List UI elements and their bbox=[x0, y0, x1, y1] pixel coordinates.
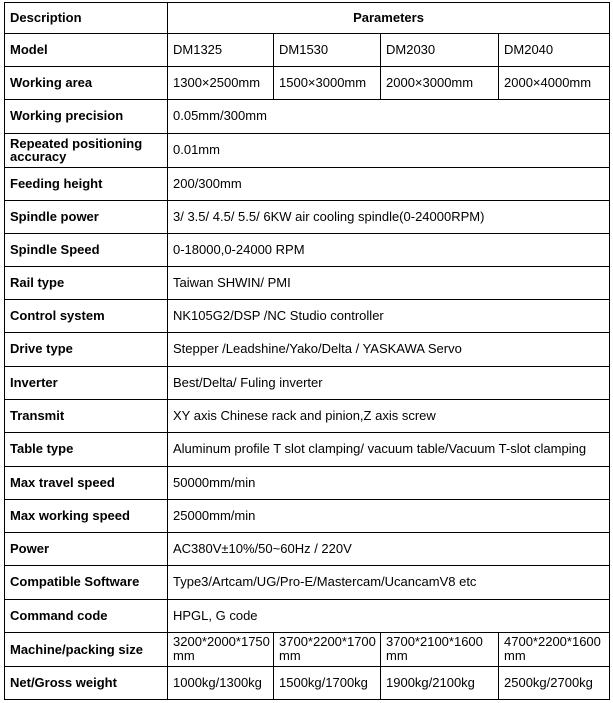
table-row-feeding-height bbox=[5, 167, 610, 200]
header-row bbox=[5, 3, 610, 34]
working-area-cell: 2000×4000mm bbox=[499, 67, 610, 100]
table-row-weight bbox=[5, 666, 610, 699]
row-value: Aluminum profile T slot clamping/ vacuum table/Vacuum T-slot clamping bbox=[168, 432, 610, 466]
row-value: Taiwan SHWIN/ PMI bbox=[168, 267, 610, 300]
table-row-repeated-positioning-accuracy bbox=[5, 133, 610, 167]
row-label: Working area bbox=[5, 67, 168, 100]
table-row-max-working-speed bbox=[5, 500, 610, 533]
working-area-cell: 2000×3000mm bbox=[381, 67, 499, 100]
table-row-power bbox=[5, 533, 610, 566]
row-value: Type3/Artcam/UG/Pro-E/Mastercam/UcancamV8 etc bbox=[168, 566, 610, 599]
table-row-control-system bbox=[5, 300, 610, 333]
row-label: Table type bbox=[5, 432, 168, 466]
table-row-packing-size bbox=[5, 632, 610, 666]
table-row-spindle-power bbox=[5, 200, 610, 233]
row-label: Machine/packing size bbox=[5, 632, 168, 666]
row-label: Repeated positioning accuracy bbox=[5, 133, 168, 167]
table-row-transmit bbox=[5, 399, 610, 432]
row-label: Max working speed bbox=[5, 500, 168, 533]
row-value: 0.05mm/300mm bbox=[168, 100, 610, 133]
model-cell: DM1325 bbox=[168, 34, 274, 67]
header-parameters: Parameters bbox=[168, 3, 610, 34]
row-value: 25000mm/min bbox=[168, 500, 610, 533]
row-value: AC380V±10%/50~60Hz / 220V bbox=[168, 533, 610, 566]
table-row-compatible-software bbox=[5, 566, 610, 599]
row-label: Inverter bbox=[5, 366, 168, 399]
row-value: Best/Delta/ Fuling inverter bbox=[168, 366, 610, 399]
row-value: 0.01mm bbox=[168, 133, 610, 167]
row-label: Spindle power bbox=[5, 200, 168, 233]
working-area-cell: 1500×3000mm bbox=[274, 67, 381, 100]
table-row-command-code bbox=[5, 599, 610, 632]
working-area-cell: 1300×2500mm bbox=[168, 67, 274, 100]
row-label: Power bbox=[5, 533, 168, 566]
table-row-rail-type bbox=[5, 267, 610, 300]
row-value: 3/ 3.5/ 4.5/ 5.5/ 6KW air cooling spindle(0-24000RPM) bbox=[168, 200, 610, 233]
row-value: XY axis Chinese rack and pinion,Z axis screw bbox=[168, 399, 610, 432]
table-row-max-travel-speed bbox=[5, 466, 610, 499]
packing-size-cell: 3700*2200*1700 mm bbox=[274, 632, 381, 666]
row-label: Control system bbox=[5, 300, 168, 333]
row-value: 0-18000,0-24000 RPM bbox=[168, 233, 610, 266]
weight-cell: 1900kg/2100kg bbox=[381, 666, 499, 699]
row-label: Working precision bbox=[5, 100, 168, 133]
table-row-table-type bbox=[5, 432, 610, 466]
weight-cell: 1500kg/1700kg bbox=[274, 666, 381, 699]
packing-size-cell: 3200*2000*1750 mm bbox=[168, 632, 274, 666]
row-label: Compatible Software bbox=[5, 566, 168, 599]
model-cell: DM2040 bbox=[499, 34, 610, 67]
row-label: Command code bbox=[5, 599, 168, 632]
model-cell: DM2030 bbox=[381, 34, 499, 67]
row-label: Drive type bbox=[5, 333, 168, 366]
table-row-working-area bbox=[5, 67, 610, 100]
spec-table bbox=[4, 2, 610, 700]
model-cell: DM1530 bbox=[274, 34, 381, 67]
row-label: Transmit bbox=[5, 399, 168, 432]
table-row-spindle-speed bbox=[5, 233, 610, 266]
row-value: 200/300mm bbox=[168, 167, 610, 200]
row-label: Feeding height bbox=[5, 167, 168, 200]
row-value: HPGL, G code bbox=[168, 599, 610, 632]
row-value: Stepper /Leadshine/Yako/Delta / YASKAWA Servo bbox=[168, 333, 610, 366]
weight-cell: 2500kg/2700kg bbox=[499, 666, 610, 699]
row-value: 50000mm/min bbox=[168, 466, 610, 499]
table-row-inverter bbox=[5, 366, 610, 399]
packing-size-cell: 3700*2100*1600 mm bbox=[381, 632, 499, 666]
header-description: Description bbox=[5, 3, 168, 34]
row-label: Spindle Speed bbox=[5, 233, 168, 266]
packing-size-cell: 4700*2200*1600 mm bbox=[499, 632, 610, 666]
table-row-drive-type bbox=[5, 333, 610, 366]
table-row-working-precision bbox=[5, 100, 610, 133]
weight-cell: 1000kg/1300kg bbox=[168, 666, 274, 699]
row-label: Model bbox=[5, 34, 168, 67]
row-label: Max travel speed bbox=[5, 466, 168, 499]
row-label: Rail type bbox=[5, 267, 168, 300]
row-value: NK105G2/DSP /NC Studio controller bbox=[168, 300, 610, 333]
table-row-model bbox=[5, 34, 610, 67]
row-label: Net/Gross weight bbox=[5, 666, 168, 699]
